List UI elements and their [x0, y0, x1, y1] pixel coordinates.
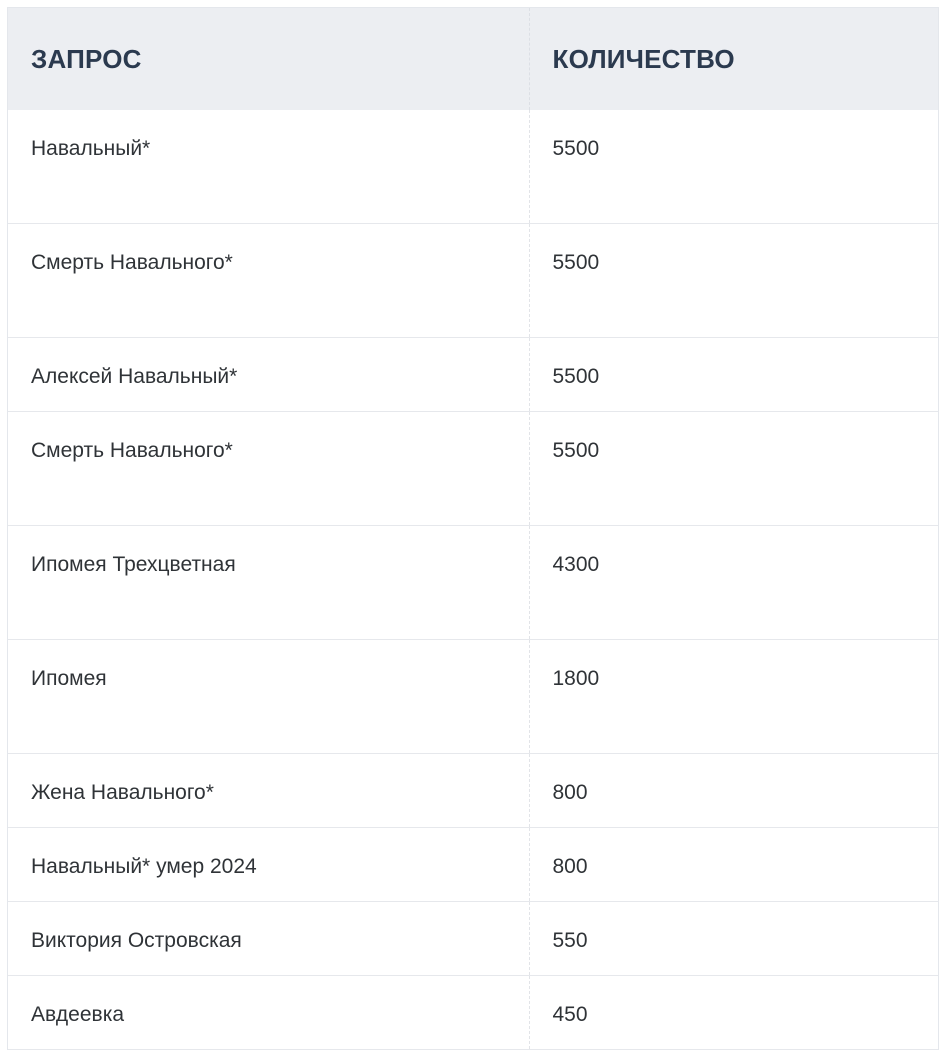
query-text: Смерть Навального*: [31, 251, 233, 274]
query-text: Навальный* умер 2024: [31, 855, 257, 878]
count-cell: [529, 412, 938, 526]
query-cell: [8, 976, 529, 1050]
query-cell: [8, 754, 529, 828]
query-cell: [8, 224, 529, 338]
query-text: Ипомея: [31, 667, 107, 690]
query-text: Ипомея Трехцветная: [31, 553, 236, 576]
query-cell: [8, 902, 529, 976]
count-text: 800: [552, 855, 588, 878]
table-header-row: [8, 8, 938, 110]
count-text: 1800: [552, 667, 600, 690]
count-text: 800: [552, 781, 588, 804]
table-row: [8, 976, 938, 1050]
search-query-table: [8, 8, 938, 1050]
column-header-count: КОЛИЧЕСТВО: [529, 8, 938, 110]
query-text: Жена Навального*: [31, 781, 214, 804]
count-text: 450: [552, 1003, 588, 1026]
query-cell: [8, 828, 529, 902]
search-query-table-container: [7, 7, 939, 1050]
query-cell: [8, 412, 529, 526]
query-text: Навальный*: [31, 137, 151, 160]
query-cell: [8, 640, 529, 754]
query-cell: [8, 110, 529, 224]
count-cell: [529, 338, 938, 412]
table-row: [8, 338, 938, 412]
table-row: [8, 110, 938, 224]
count-text: 5500: [552, 439, 600, 462]
count-cell: [529, 110, 938, 224]
count-text: 5500: [552, 251, 600, 274]
table-row: [8, 224, 938, 338]
count-cell: [529, 224, 938, 338]
count-cell: [529, 754, 938, 828]
count-cell: [529, 976, 938, 1050]
count-text: 5500: [552, 137, 600, 160]
count-cell: [529, 902, 938, 976]
query-cell: [8, 526, 529, 640]
count-cell: [529, 828, 938, 902]
query-cell: [8, 338, 529, 412]
table-body: [8, 110, 938, 1050]
column-header-query: ЗАПРОС: [8, 8, 529, 110]
table-row: [8, 412, 938, 526]
count-cell: [529, 640, 938, 754]
count-text: 550: [552, 929, 588, 952]
query-text: Алексей Навальный*: [31, 365, 238, 388]
table-row: [8, 902, 938, 976]
table-row: [8, 526, 938, 640]
table-row: [8, 640, 938, 754]
count-text: 5500: [552, 365, 600, 388]
query-text: Смерть Навального*: [31, 439, 233, 462]
count-cell: [529, 526, 938, 640]
table-row: [8, 828, 938, 902]
query-text: Виктория Островская: [31, 929, 242, 952]
count-text: 4300: [552, 553, 600, 576]
table-row: [8, 754, 938, 828]
table-header: [8, 8, 938, 110]
query-text: Авдеевка: [31, 1003, 125, 1026]
